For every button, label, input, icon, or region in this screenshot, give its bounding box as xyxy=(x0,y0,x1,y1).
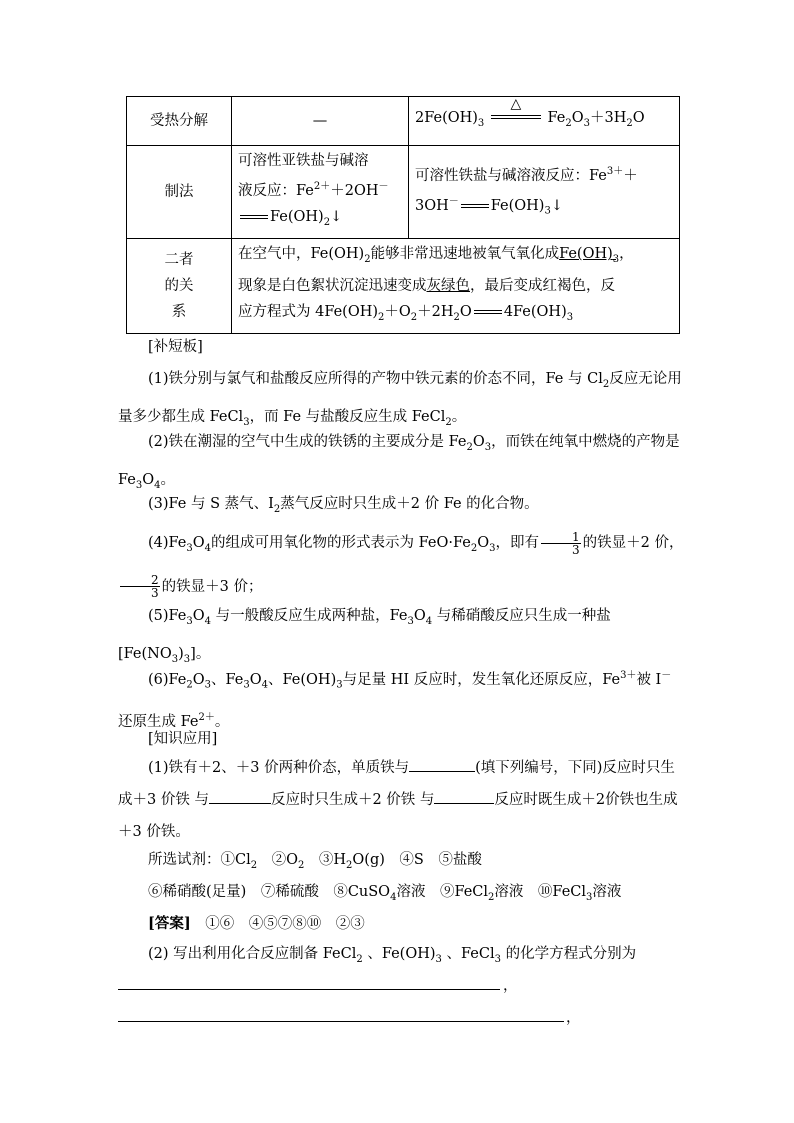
answer-line xyxy=(148,910,365,938)
supplement-item-5: $(5)Fe_3O_4$ 与一般酸反应生成两种盐，$Fe_3O_4$ 与稀硝酸反应只生成一种盐$[Fe(NO_3)_3]$。 xyxy=(118,608,611,665)
question-2: (2) 写出利用化合反应制备 FeCl$_2$ 、$Fe(OH)_3$ 、FeCl$_3$ 的化学方程式分别为 xyxy=(148,946,637,965)
table-row-preparation xyxy=(127,146,680,239)
heating-arrow: △ xyxy=(489,109,543,127)
supplement-heading: [补短板] xyxy=(148,339,203,355)
ferric-cell: 可溶性铁盐与碱溶液反应：$Fe^{3+}+$ 3OH－ $Fe(OH)_3↓$ xyxy=(409,146,680,239)
comma: ， xyxy=(566,1010,581,1026)
supplement-item-2: (2)铁在潮湿的空气中生成的铁锈的主要成分是 $Fe_2O_3$，而铁在纯氧中燃烧的产物是 $Fe_3O_4$。 xyxy=(118,434,680,491)
fraction-one-third: $\frac{1}{3}$ xyxy=(541,531,581,556)
supplement-item-1: (1)铁分别与氯气和盐酸反应所得的产物中铁元素的价态不同，Fe 与 $Cl_2$反应无论用量多少都生成 FeCl$_3$，而 Fe 与盐酸反应生成 FeCl$_2$。 xyxy=(118,371,682,428)
supplement-item-6: $(6)Fe_2O_3$、$Fe_3O_4$、$Fe(OH)_3$与足量 HI 反应时，发生氧化还原反应，$Fe^{3+}$被 I－还原生成 $Fe^{2+}$。 xyxy=(118,670,672,730)
table-row-relation xyxy=(127,239,680,334)
answer-blank-3[interactable] xyxy=(434,789,494,804)
row-label: 制法 xyxy=(127,146,232,239)
ferrous-cell: 可溶性亚铁盐与碱溶 液反应：$Fe^{2+}+2OH^-$ $Fe(OH)_2↓$ xyxy=(232,146,409,239)
reagents-line-2: ⑥稀硝酸(足量) ⑦稀硫酸 ⑧CuSO$_4$溶液 ⑨FeCl$_2$溶液 ⑩FeCl$_3$溶液 xyxy=(148,884,622,903)
properties-table xyxy=(126,96,680,334)
answer-line-2[interactable] xyxy=(118,1021,564,1022)
answer-line-1[interactable] xyxy=(118,989,500,990)
supplement-item-3: (3)Fe 与 S 蒸气、$I_2$蒸气反应时只生成＋2 价 Fe 的化合物。 xyxy=(148,496,539,515)
ferric-cell: $2Fe(OH)_3$ △ $Fe_2O_3+3H_2O$ xyxy=(409,97,680,146)
fraction-two-thirds: $\frac{2}{3}$ xyxy=(120,574,160,599)
answer-blank-1[interactable] xyxy=(409,757,475,772)
row-label: 二者 的关 系 xyxy=(127,239,232,334)
question-1: (1)铁有＋2、＋3 价两种价态，单质铁与 (填下列编号，下同)反应时只生成＋3 价铁 与 反应时只生成＋2 价铁 与 反应时既生成＋2价铁也生成＋3 价铁。 xyxy=(118,752,684,848)
answer-text: ①⑥ ④⑤⑦⑧⑩ ②③ xyxy=(190,916,365,932)
answer-label: [答案] xyxy=(148,915,191,932)
ferrous-cell: — xyxy=(232,97,409,146)
answer-blank-2[interactable] xyxy=(209,789,271,804)
application-heading: [知识应用] xyxy=(148,731,218,747)
row-label: 受热分解 xyxy=(127,97,232,146)
reagents-line-1: 所选试剂：$①Cl_2$ $②O_2$ $③H_2O(g)$ ④S ⑤盐酸 xyxy=(148,852,482,871)
supplement-item-4: $(4)Fe_3O_4$的组成可用氧化物的形式表示为 $FeO\cdot Fe_2O_3$，即有 $\frac{1}{3}$ 的铁显＋2 价， $\frac{2}{3}$ 的铁显＋3 价； xyxy=(118,524,684,606)
relation-cell: 在空气中，$Fe(OH)_2$能够非常迅速地被氧气氧化成$Fe(OH)_3$， 现象是白色絮状沉淀迅速变成灰绿色，最后变成红褐色，反 应方程式为 $4Fe(OH)_2+O_2+2H_2O$ $4Fe(OH)_3$ xyxy=(232,239,680,334)
table-row-decomposition xyxy=(127,97,680,146)
comma: ， xyxy=(503,978,518,994)
